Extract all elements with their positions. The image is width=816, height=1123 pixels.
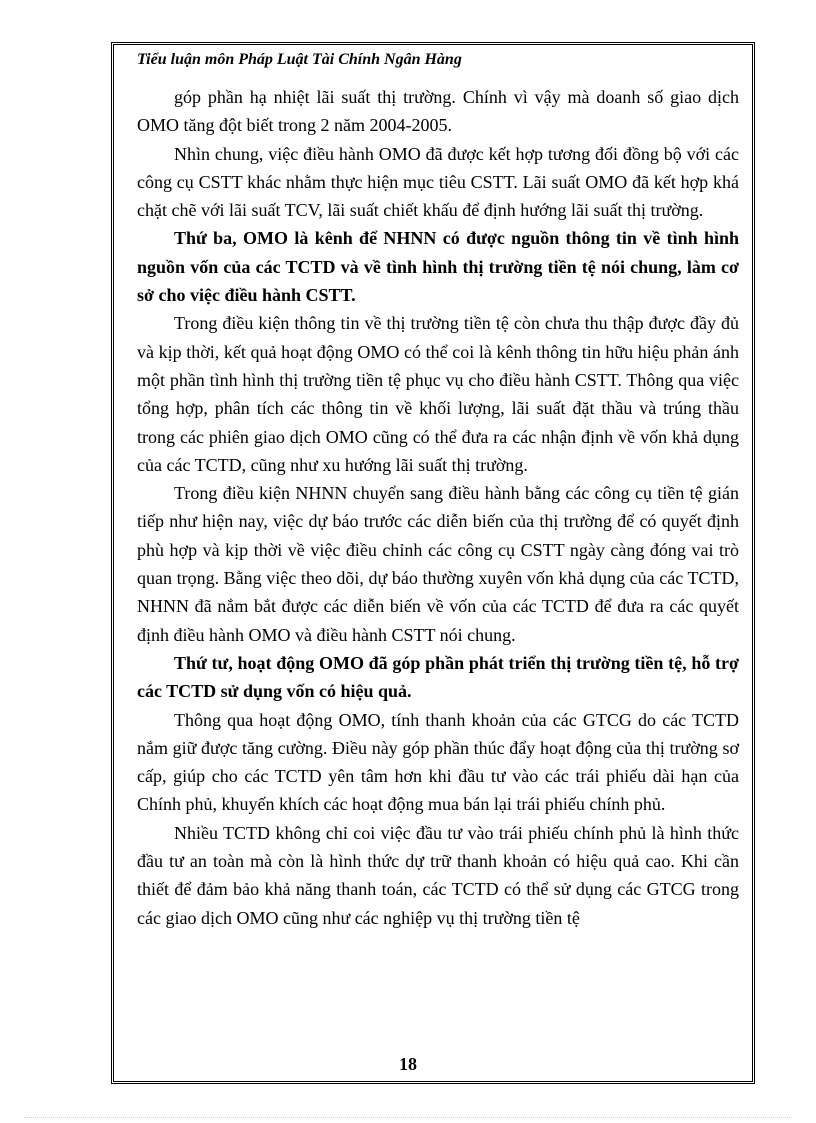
paragraph-omo-coordination: Nhìn chung, việc điều hành OMO đã được kết hợp tương đối đồng bộ với các công cụ CSTT khác nhằm thực hiện mục tiêu CSTT. Lãi suất OMO đã kết hợp khá chặt chẽ với lãi suất TCV, lãi suất chiết khấu để định hướng lãi suất thị trường. — [137, 143, 739, 221]
paragraph-liquidity: Thông qua hoạt động OMO, tính thanh khoản của các GTCG do các TCTD nắm giữ được tăng cường. Điều này góp phần thúc đẩy hoạt động của thị trường sơ cấp, giúp cho các TCTD yên tâm hơn khi đầu tư vào các trái phiếu dài hạn của Chính phủ, khuyến khích các hoạt động mua bán lại trái phiếu chính phủ. — [137, 709, 739, 815]
paragraph-government-bonds: Nhiều TCTD không chỉ coi việc đầu tư vào trái phiếu chính phủ là hình thức đầu tư an toàn mà còn là hình thức dự trữ thanh khoản có hiệu quả cao. Khi cần thiết để đảm bảo khả năng thanh toán, các TCTD có thể sử dụng các GTCG trong các giao dịch OMO cũng như các nghiệp vụ thị trường tiền tệ — [137, 822, 739, 928]
document-body — [137, 83, 739, 932]
paragraph-forecasting: Trong điều kiện NHNN chuyển sang điều hành bằng các công cụ tiền tệ gián tiếp như hiện nay, việc dự báo trước các diễn biến của thị trường để có quyết định phù hợp và kịp thời về việc điều chỉnh các công cụ CSTT ngày càng đóng vai trò quan trọng. Bằng việc theo dõi, dự báo thường xuyên vốn khả dụng của các TCTD, NHNN đã nắm bắt được các diễn biến về vốn của các TCTD để đưa ra các quyết định điều hành OMO và điều hành CSTT nói chung. — [137, 483, 739, 645]
paragraph-continuation: góp phần hạ nhiệt lãi suất thị trường. Chính vì vậy mà doanh số giao dịch OMO tăng đột biết trong 2 năm 2004-2005. — [137, 87, 739, 136]
heading-thu-ba: Thứ ba, OMO là kênh để NHNN có được nguồn thông tin về tình hình nguồn vốn của các TCTD và về tình hình thị trường tiền tệ nói chung, làm cơ sở cho việc điều hành CSTT. — [137, 228, 739, 306]
heading-thu-tu: Thứ tư, hoạt động OMO đã góp phần phát triển thị trường tiền tệ, hỗ trợ các TCTD sử dụng vốn có hiệu quả. — [137, 652, 739, 702]
paragraph-information-channel: Trong điều kiện thông tin về thị trường tiền tệ còn chưa thu thập được đầy đủ và kịp thời, kết quả hoạt động OMO có thể coi là kênh thông tin hữu hiệu phản ánh một phần tình hình thị trường tiền tệ phục vụ cho điều hành CSTT. Thông qua việc tổng hợp, phân tích các thông tin về khối lượng, lãi suất đặt thầu và trúng thầu trong các phiên giao dịch OMO cũng có thể đưa ra các nhận định về vốn khả dụng của các TCTD, cũng như xu hướng lãi suất thị trường. — [137, 313, 739, 475]
running-header: Tiểu luận môn Pháp Luật Tài Chính Ngân Hàng — [137, 51, 462, 68]
page-number: 18 — [399, 1054, 417, 1074]
page-bottom-divider — [24, 1117, 792, 1118]
